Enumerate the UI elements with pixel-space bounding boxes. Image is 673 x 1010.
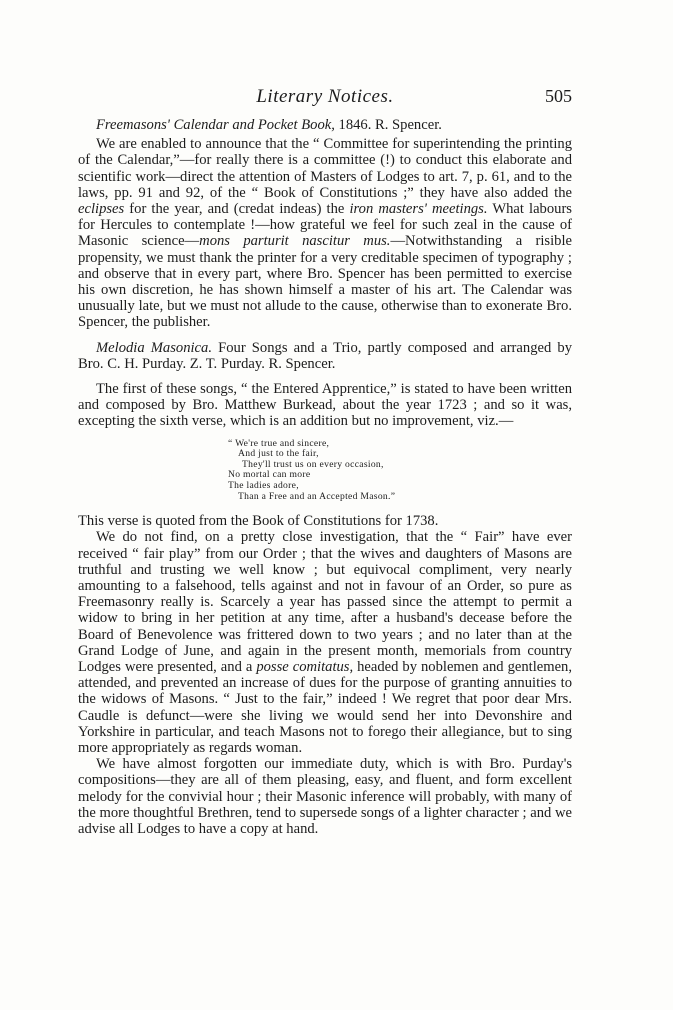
notice-2-text-b: headed by noblemen and gentlemen, attended, and prevented an increase of dues for the purpose of granting annuities to the widows of Masons. “ Just to the fair,” indeed ! We regret that poor dear Mrs. Caudle is defunct—were she living we would send her into Devonshire and Yorkshire in particular, and teach Masons not to forego their allegiance, but to sing more appropriately as regards woman. xyxy=(78,659,572,757)
notice-1-details: 1846. R. Spencer. xyxy=(338,117,442,133)
notice-1-text-b: for the year, and (credat indeas) the xyxy=(129,201,345,218)
notice-2-title: Melodia Masonica. xyxy=(96,339,212,356)
mons-parturit-quote: mons parturit nascitur mus. xyxy=(199,233,391,250)
body-text xyxy=(78,117,572,837)
eclipses-term: eclipses xyxy=(78,201,125,218)
notice-2-heading xyxy=(78,340,572,372)
notice-2-text-a: We do not find, on a pretty close investigation, that the “ Fair” have ever received “ fair play” from our Order ; that the wives and daughters of Masons are truthful and trusting we well know ; but equivocal compliment, very nearly amounting to a falsehood, tells against and not in favour of an Order, so pure as Freemasonry really is. Scarcely a year has passed since the attempt to permit a widow to bring in her petition at any time, after a husband's decease before the Board of Benevolence was frittered down to two years ; and no later than at the Grand Lodge of June, and again in the present month, memorials from country Lodges were presented, and a xyxy=(78,529,572,676)
notice-2-paragraph-4: We have almost forgotten our immediate duty, which is with Bro. Purday's compositions—they are all of them pleasing, easy, and fluent, and form excellent melody for the convivial hour ; their Masonic inference will probably, with many of the more thoughtful Brethren, tend to supersede songs of a lighter character ; and we advise all Lodges to have a copy at hand. xyxy=(78,756,572,838)
notice-1-title: Freemasons' Calendar and Pocket Book, xyxy=(96,117,335,133)
verse-line: They'll trust us on every occasion, xyxy=(242,458,384,470)
notice-2-paragraph-3 xyxy=(78,529,572,756)
notice-1-text-a: We are enabled to announce that the “ Committee for superintending the printing of the Calendar,”—for really there is a committee (!) to conduct this elaborate and scientific work—direct the attention of Masters of Lodges to art. 7, p. 61, and to the laws, pp. 91 and 92, of the “ Book of Constitutions ;” they have also added the xyxy=(78,136,572,201)
verse-line: The ladies adore, xyxy=(228,480,299,492)
notice-2-paragraph-1: The first of these songs, “ the Entered Apprentice,” is stated to have been written and composed by Bro. Matthew Burkead, about the year 1723 ; and so it was, excepting the sixth verse, which is an addition but no improvement, viz.— xyxy=(78,381,572,430)
notice-1-text-d: —Notwithstanding a risible propensity, we must thank the printer for a very creditable specimen of typography ; and observe that in every part, where Bro. Spencer has been permitted to exercise his own discretion, he has shown himself a master of his art. The Calendar was unusually late, but we must not allude to the cause, otherwise than to exonerate Bro. Spencer, the publisher. xyxy=(78,233,572,331)
notice-2-paragraph-2: This verse is quoted from the Book of Constitutions for 1738. xyxy=(78,513,439,530)
verse-line: Than a Free and an Accepted Mason.” xyxy=(238,490,396,502)
verse-line: And just to the fair, xyxy=(238,448,319,460)
iron-masters-term: iron masters' meetings. xyxy=(349,201,488,218)
page-number: 505 xyxy=(545,86,572,106)
notice-2-details: Four Songs and a Trio, partly composed and arranged by Bro. C. H. Purday. Z. T. Purday. R. Spencer. xyxy=(78,339,572,372)
verse-line: No mortal can more xyxy=(228,469,311,481)
notice-1-text-c: What labours for Hercules to contemplate !—how grateful we feel for such zeal in the cause of Masonic science— xyxy=(78,201,572,250)
verse-quote xyxy=(228,439,572,503)
posse-comitatus-term: posse comitatus, xyxy=(256,659,354,676)
notice-1-paragraph xyxy=(78,136,572,330)
verse-line: “ We're true and sincere, xyxy=(228,437,330,449)
running-header xyxy=(78,86,572,110)
running-title: Literary Notices. xyxy=(256,86,394,107)
notice-1-heading xyxy=(78,117,572,133)
